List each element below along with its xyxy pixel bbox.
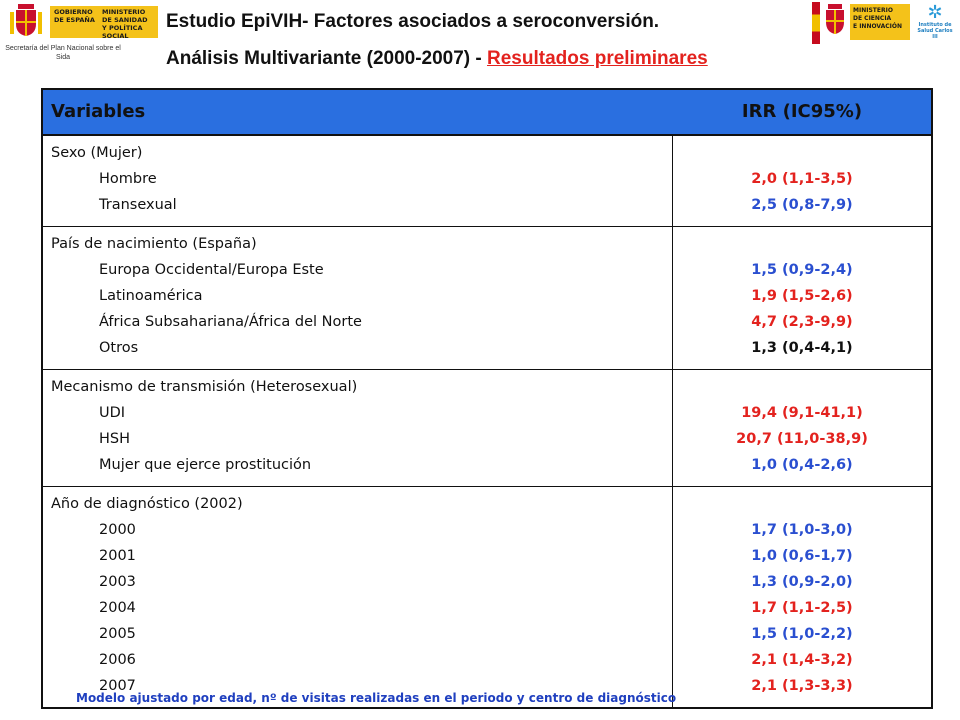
section-label: Año de diagnóstico (2002)	[51, 496, 243, 512]
spain-coat-of-arms-icon	[822, 4, 848, 36]
subtitle-highlight: Resultados preliminares	[487, 48, 708, 69]
table-header	[43, 90, 931, 136]
isciii-logo: ✲ Instituto de Salud Carlos III	[914, 4, 956, 40]
row-name: Transexual	[99, 197, 177, 213]
ministerio-ciencia-logo	[812, 2, 958, 44]
isciii-mark-icon: ✲	[927, 2, 943, 23]
row-value: 1,0 (0,4-2,6)	[751, 457, 853, 473]
row-name: 2000	[99, 522, 136, 538]
row-name: Latinoamérica	[99, 288, 203, 304]
variables-cell	[43, 136, 673, 226]
row-name: 2006	[99, 652, 136, 668]
row-name: África Subsahariana/África del Norte	[99, 314, 362, 330]
row-name: 2003	[99, 574, 136, 590]
section-label: Sexo (Mujer)	[51, 145, 143, 161]
header-irr: IRR (IC95%)	[741, 101, 863, 122]
row-value: 19,4 (9,1-41,1)	[741, 405, 863, 421]
row-value: 4,7 (2,3-9,9)	[751, 314, 853, 330]
value-spacer	[673, 231, 931, 257]
row-value: 1,3 (0,4-4,1)	[751, 340, 853, 356]
variables-cell	[43, 370, 673, 486]
section-label: País de nacimiento (España)	[51, 236, 257, 252]
row-name: HSH	[99, 431, 131, 447]
row-name: Mujer que ejerce prostitución	[99, 457, 312, 473]
subtitle-main: Análisis Multivariante (2000-2007) -	[166, 48, 488, 69]
row-name: 2007	[99, 678, 136, 694]
ministerio-ciencia-label: MINISTERIO DE CIENCIA E INNOVACIÓN	[850, 4, 910, 40]
row-value: 1,0 (0,6-1,7)	[751, 548, 853, 564]
row-value: 2,0 (1,1-3,5)	[751, 171, 853, 187]
government-label: GOBIERNO DE ESPAÑAMINISTERIO DE SANIDAD Y POLÍTICA SOCIAL	[50, 6, 158, 38]
value-spacer	[673, 491, 931, 517]
row-value: 1,3 (0,9-2,0)	[751, 574, 853, 590]
row-value: 1,9 (1,5-2,6)	[751, 288, 853, 304]
spain-coat-of-arms-icon	[10, 4, 42, 38]
row-name: Europa Occidental/Europa Este	[99, 262, 324, 278]
header-variables: Variables	[51, 101, 146, 122]
row-name: 2004	[99, 600, 136, 616]
irr-cell	[673, 370, 931, 486]
row-value: 1,5 (0,9-2,4)	[751, 262, 853, 278]
variables-cell	[43, 227, 673, 369]
section-label: Mecanismo de transmisión (Heterosexual)	[51, 379, 358, 395]
row-name: 2005	[99, 626, 136, 642]
row-value: 2,1 (1,3-3,3)	[751, 678, 853, 694]
row-value: 20,7 (11,0-38,9)	[736, 431, 868, 447]
variables-cell	[43, 487, 673, 707]
row-value: 2,5 (0,8-7,9)	[751, 197, 853, 213]
row-name: Hombre	[99, 171, 157, 187]
value-spacer	[673, 140, 931, 166]
table-section	[43, 369, 931, 486]
irr-cell	[673, 487, 931, 707]
irr-cell	[673, 136, 931, 226]
page-title: Estudio EpiVIH- Factores asociados a seroconversión.	[166, 11, 660, 32]
row-name: 2001	[99, 548, 136, 564]
footnote: Modelo ajustado por edad, nº de visitas realizadas en el periodo y centro de diagnóstico	[76, 691, 677, 705]
table-section	[43, 486, 931, 707]
flag-bar-icon	[812, 2, 820, 44]
row-value: 1,5 (1,0-2,2)	[751, 626, 853, 642]
row-value: 1,7 (1,0-3,0)	[751, 522, 853, 538]
ministerio-sanidad-logo	[10, 4, 162, 40]
table-section	[43, 226, 931, 369]
row-value: 1,7 (1,1-2,5)	[751, 600, 853, 616]
secretaria-label: Secretaría del Plan Nacional sobre el Sida	[5, 45, 121, 61]
irr-cell	[673, 227, 931, 369]
table-section	[43, 136, 931, 226]
value-spacer	[673, 374, 931, 400]
results-table	[41, 88, 933, 709]
row-value: 2,1 (1,4-3,2)	[751, 652, 853, 668]
row-name: UDI	[99, 405, 126, 421]
page-subtitle	[166, 47, 708, 71]
row-name: Otros	[99, 340, 139, 356]
